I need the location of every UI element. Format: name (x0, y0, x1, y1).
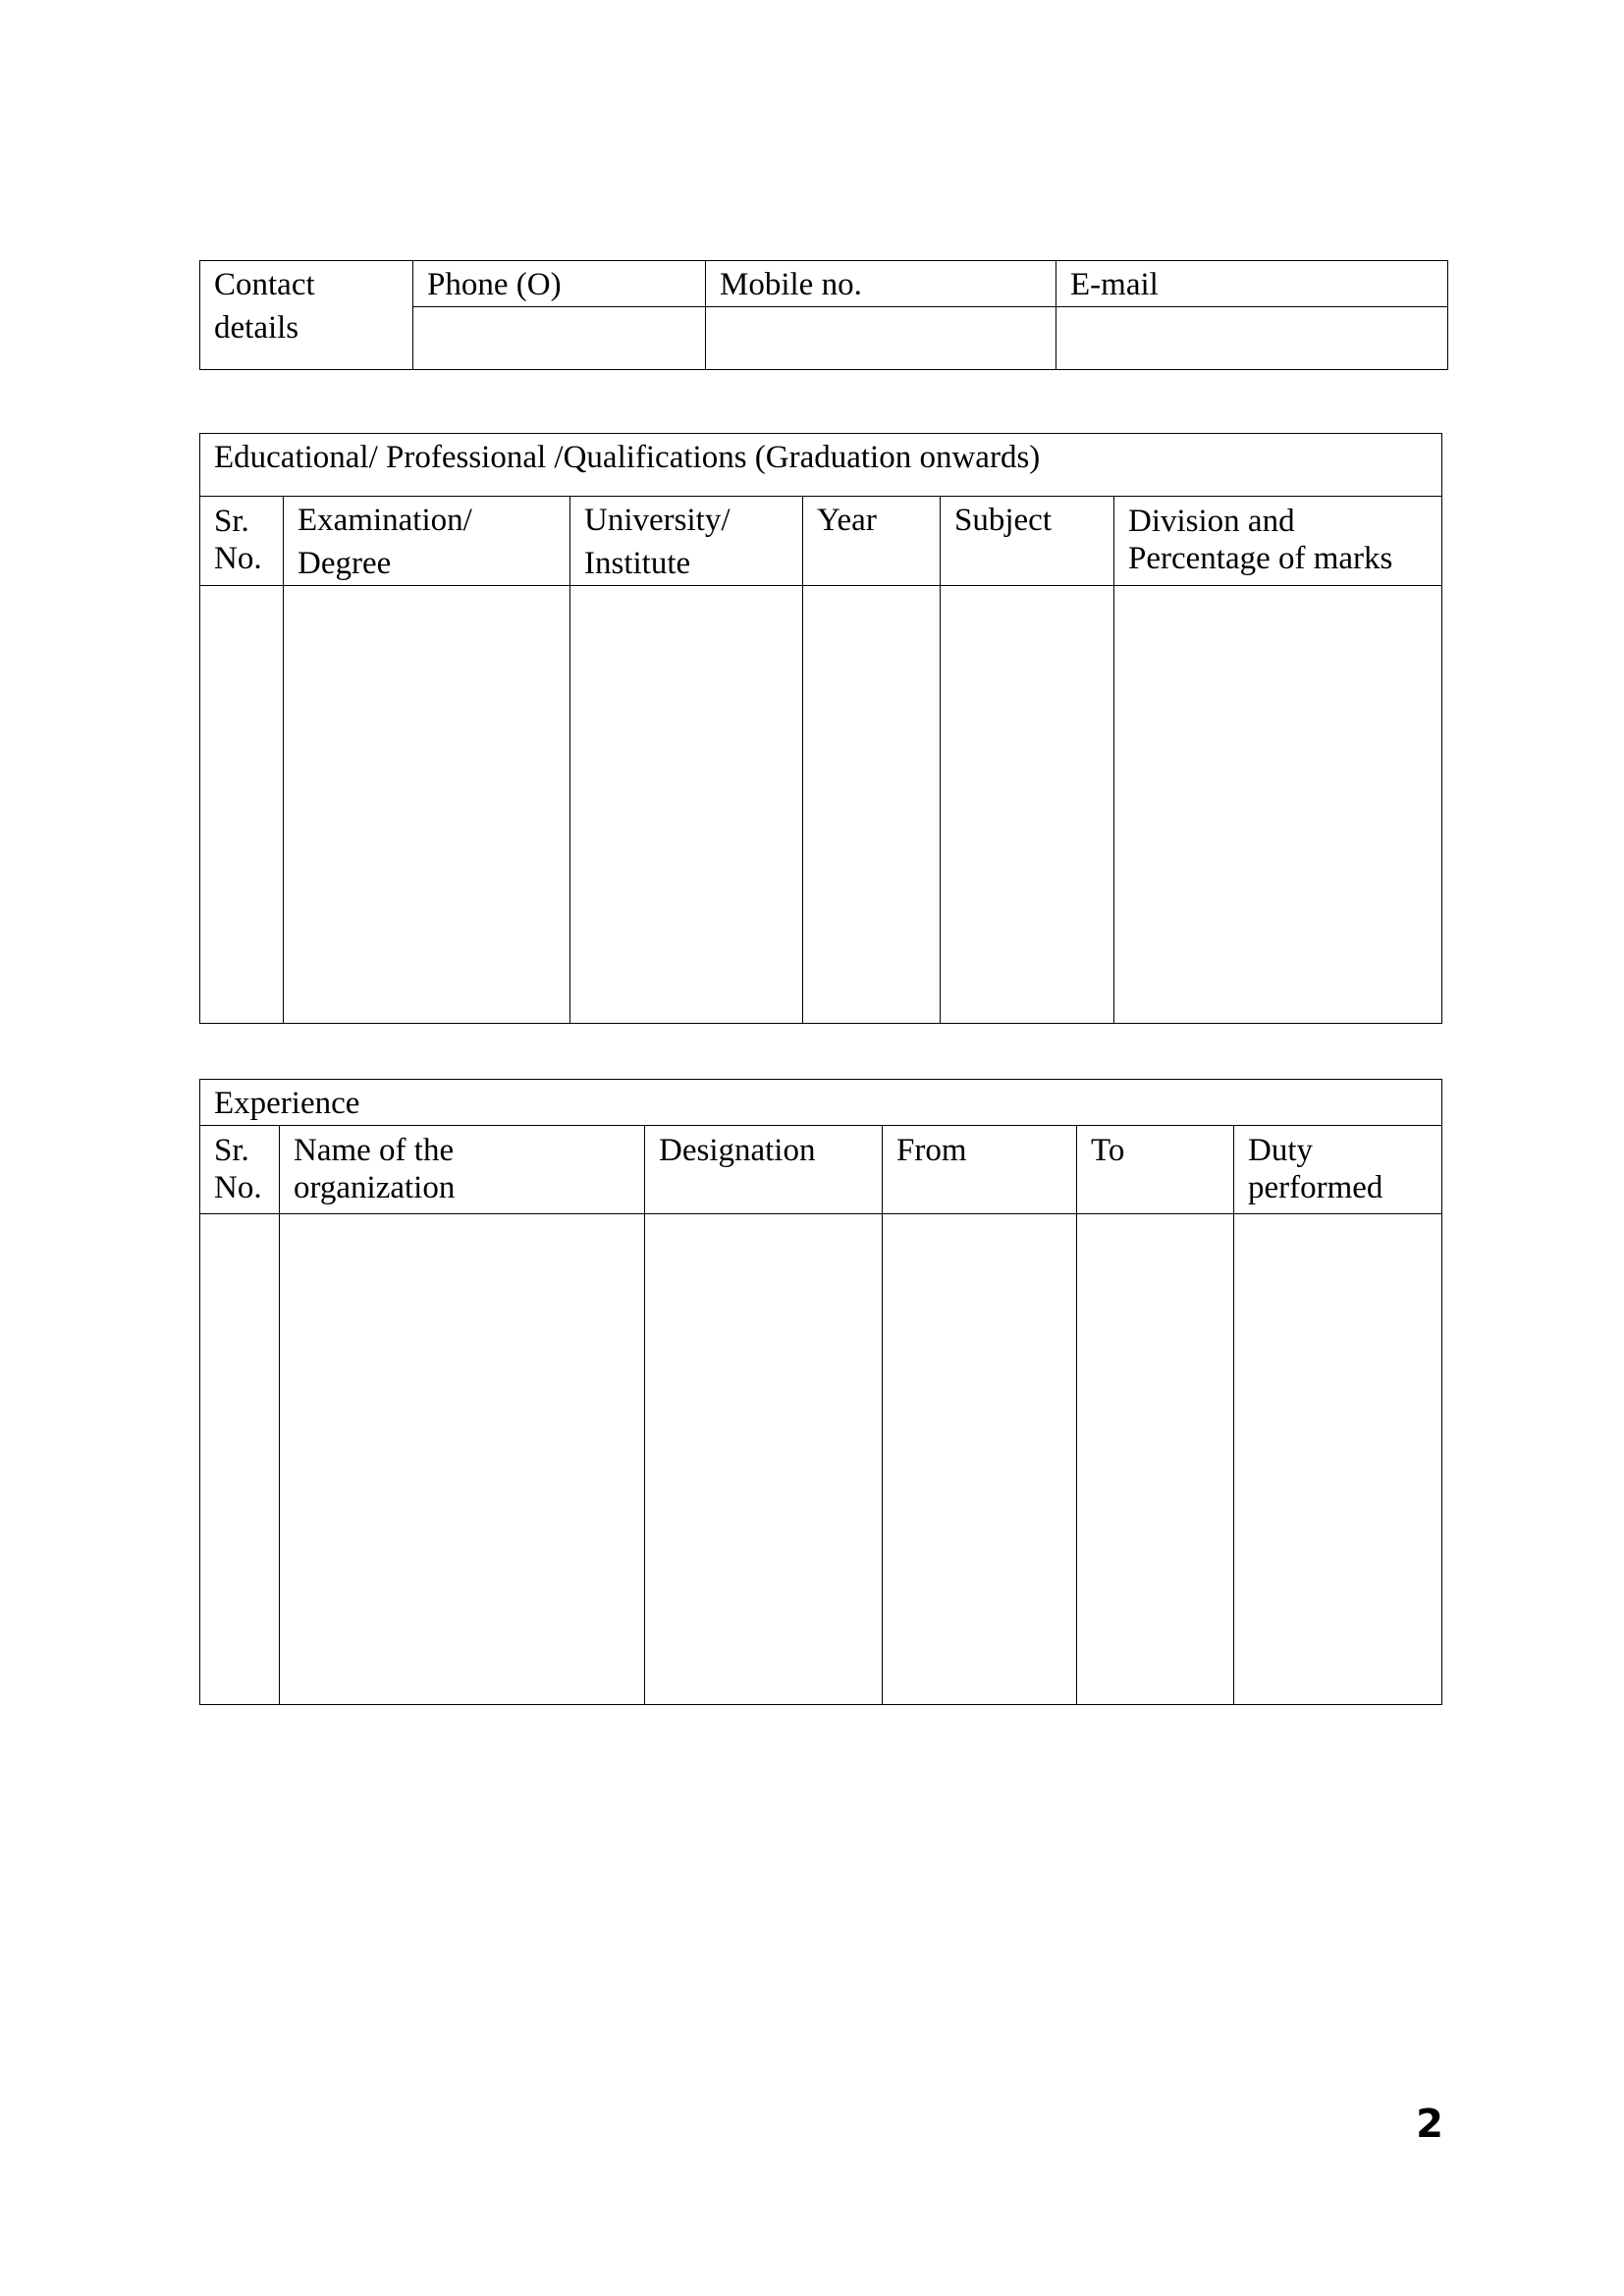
education-subject-field[interactable] (941, 586, 1114, 1024)
mobile-header-cell (706, 261, 1056, 307)
education-header-year (803, 497, 941, 586)
phone-field[interactable] (413, 307, 706, 370)
email-field[interactable] (1056, 307, 1448, 370)
experience-title-cell (200, 1080, 1442, 1126)
education-university-field[interactable] (570, 586, 803, 1024)
education-year-field[interactable] (803, 586, 941, 1024)
phone-header-cell (413, 261, 706, 307)
education-examination-field[interactable] (284, 586, 570, 1024)
column-header: Examination/ Degree (298, 503, 472, 581)
experience-header-organization (280, 1126, 645, 1214)
education-table (199, 433, 1442, 1024)
experience-designation-field[interactable] (645, 1214, 883, 1705)
education-header-university (570, 497, 803, 586)
email-header-cell (1056, 261, 1448, 307)
phone-header: Phone (O) (427, 267, 562, 302)
column-header: Sr. No. (214, 1133, 262, 1205)
education-header-subject (941, 497, 1114, 586)
education-sr-no-field[interactable] (200, 586, 284, 1024)
column-header: Designation (659, 1133, 816, 1168)
column-header: Subject (954, 503, 1052, 538)
column-header: Year (817, 503, 877, 538)
mobile-field[interactable] (706, 307, 1056, 370)
experience-header-duty (1234, 1126, 1442, 1214)
experience-header-to (1077, 1126, 1234, 1214)
column-header: From (896, 1133, 967, 1168)
education-header-division (1114, 497, 1442, 586)
column-header: Sr. No. (214, 504, 262, 576)
experience-header-sr-no (200, 1126, 280, 1214)
experience-title: Experience (214, 1086, 360, 1121)
experience-duty-field[interactable] (1234, 1214, 1442, 1705)
contact-details-label-cell (200, 261, 413, 370)
email-header: E-mail (1070, 267, 1159, 302)
experience-to-field[interactable] (1077, 1214, 1234, 1705)
education-title-cell (200, 434, 1442, 497)
experience-table (199, 1079, 1442, 1705)
contact-details-table (199, 260, 1448, 370)
experience-from-field[interactable] (883, 1214, 1077, 1705)
experience-header-designation (645, 1126, 883, 1214)
column-header: To (1091, 1133, 1125, 1168)
column-header: University/ Institute (584, 503, 731, 581)
mobile-header: Mobile no. (720, 267, 862, 302)
education-header-sr-no (200, 497, 284, 586)
column-header: Name of the organization (294, 1133, 456, 1205)
experience-sr-no-field[interactable] (200, 1214, 280, 1705)
experience-organization-field[interactable] (280, 1214, 645, 1705)
contact-details-label: Contact details (214, 267, 315, 346)
page-number: 2 (1416, 2102, 1443, 2147)
column-header: Duty performed (1248, 1133, 1383, 1205)
column-header: Division and Percentage of marks (1128, 504, 1393, 576)
experience-header-from (883, 1126, 1077, 1214)
education-header-examination (284, 497, 570, 586)
education-division-field[interactable] (1114, 586, 1442, 1024)
education-title: Educational/ Professional /Qualifications (Graduation onwards) (214, 440, 1041, 475)
